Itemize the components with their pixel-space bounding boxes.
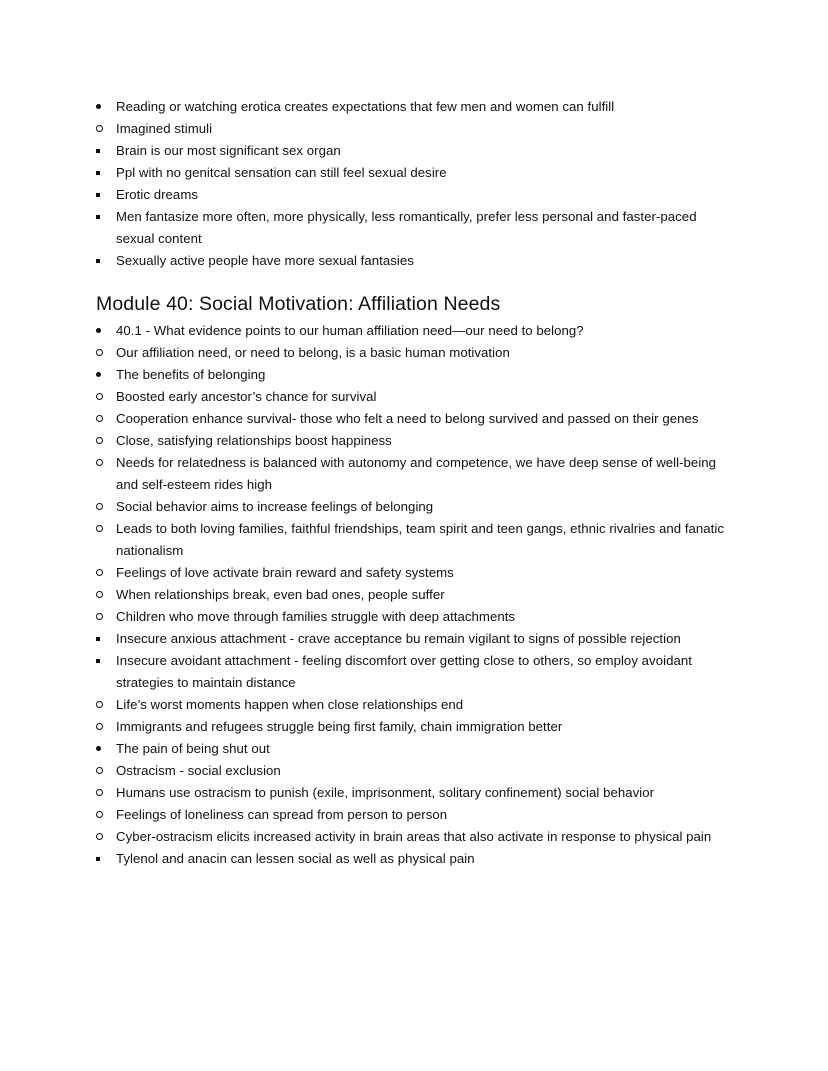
outline-item bbox=[96, 760, 736, 782]
outline-list-top bbox=[96, 96, 736, 272]
disc-bullet-icon bbox=[96, 96, 110, 118]
outline-item bbox=[96, 408, 736, 430]
outline-item-label: Insecure avoidant attachment - feeling discomfort over getting close to others, so employ avoidant strategies to maintain distance bbox=[116, 653, 692, 690]
outline-item-label: Cooperation enhance survival- those who felt a need to belong survived and passed on their genes bbox=[116, 411, 699, 426]
outline-item bbox=[96, 562, 736, 584]
outline-item bbox=[96, 184, 736, 206]
outline-item bbox=[96, 804, 736, 826]
page-title: Module 40: Social Motivation: Affiliation Needs bbox=[96, 293, 501, 315]
square-bullet-icon bbox=[96, 184, 110, 206]
outline-item bbox=[96, 628, 736, 650]
outline-item-label: Reading or watching erotica creates expectations that few men and women can fulfill bbox=[116, 99, 615, 114]
outline-item bbox=[96, 716, 736, 738]
square-bullet-icon bbox=[96, 250, 110, 272]
outline-item-label: Feelings of loneliness can spread from person to person bbox=[116, 807, 448, 822]
circle-bullet-icon bbox=[96, 760, 110, 782]
outline-item-label: Men fantasize more often, more physically, less romantically, prefer less personal and faster-paced sexual content bbox=[116, 209, 697, 246]
outline-item-label: When relationships break, even bad ones, people suffer bbox=[116, 587, 445, 602]
disc-bullet-icon bbox=[96, 364, 110, 386]
square-bullet-icon bbox=[96, 650, 110, 672]
document-body bbox=[96, 96, 736, 870]
circle-bullet-icon bbox=[96, 118, 110, 140]
outline-item-label: Ostracism - social exclusion bbox=[116, 763, 281, 778]
circle-bullet-icon bbox=[96, 408, 110, 430]
outline-item bbox=[96, 518, 736, 562]
outline-item bbox=[96, 650, 736, 694]
circle-bullet-icon bbox=[96, 342, 110, 364]
square-bullet-icon bbox=[96, 162, 110, 184]
circle-bullet-icon bbox=[96, 430, 110, 452]
disc-bullet-icon bbox=[96, 320, 110, 342]
circle-bullet-icon bbox=[96, 694, 110, 716]
outline-item-label: Social behavior aims to increase feelings of belonging bbox=[116, 499, 434, 514]
square-bullet-icon bbox=[96, 848, 110, 870]
outline-item-label: Imagined stimuli bbox=[116, 121, 213, 136]
outline-item bbox=[96, 848, 736, 870]
outline-item bbox=[96, 96, 736, 118]
outline-item bbox=[96, 826, 736, 848]
outline-item-label: Leads to both loving families, faithful friendships, team spirit and teen gangs, ethnic rivalries and fanatic nationalism bbox=[116, 521, 725, 558]
outline-item bbox=[96, 430, 736, 452]
circle-bullet-icon bbox=[96, 782, 110, 804]
outline-item bbox=[96, 206, 736, 250]
circle-bullet-icon bbox=[96, 804, 110, 826]
outline-item-label: Brain is our most significant sex organ bbox=[116, 143, 341, 158]
circle-bullet-icon bbox=[96, 606, 110, 628]
circle-bullet-icon bbox=[96, 562, 110, 584]
circle-bullet-icon bbox=[96, 826, 110, 848]
outline-item bbox=[96, 606, 736, 628]
outline-item bbox=[96, 496, 736, 518]
square-bullet-icon bbox=[96, 206, 110, 228]
outline-item-label: Erotic dreams bbox=[116, 187, 198, 202]
outline-item-label: The pain of being shut out bbox=[116, 741, 270, 756]
outline-item-label: Boosted early ancestor’s chance for survival bbox=[116, 389, 377, 404]
square-bullet-icon bbox=[96, 140, 110, 162]
outline-item bbox=[96, 386, 736, 408]
circle-bullet-icon bbox=[96, 386, 110, 408]
outline-item-label: Insecure anxious attachment - crave acceptance bu remain vigilant to signs of possible rejection bbox=[116, 631, 681, 646]
circle-bullet-icon bbox=[96, 452, 110, 474]
outline-item-label: Close, satisfying relationships boost happiness bbox=[116, 433, 392, 448]
outline-item-label: Ppl with no genitcal sensation can still feel sexual desire bbox=[116, 165, 447, 180]
outline-item-label: Cyber-ostracism elicits increased activity in brain areas that also activate in response to physical pain bbox=[116, 829, 712, 844]
outline-item bbox=[96, 118, 736, 140]
outline-item-label: The benefits of belonging bbox=[116, 367, 266, 382]
outline-item bbox=[96, 364, 736, 386]
disc-bullet-icon bbox=[96, 738, 110, 760]
outline-item bbox=[96, 342, 736, 364]
outline-item-label: Our affiliation need, or need to belong, is a basic human motivation bbox=[116, 345, 510, 360]
circle-bullet-icon bbox=[96, 716, 110, 738]
outline-item-label: Children who move through families struggle with deep attachments bbox=[116, 609, 516, 624]
circle-bullet-icon bbox=[96, 518, 110, 540]
circle-bullet-icon bbox=[96, 584, 110, 606]
square-bullet-icon bbox=[96, 628, 110, 650]
outline-item bbox=[96, 162, 736, 184]
outline-item bbox=[96, 250, 736, 272]
outline-item bbox=[96, 320, 736, 342]
outline-item-label: Needs for relatedness is balanced with autonomy and competence, we have deep sense of well-being and self-esteem rides high bbox=[116, 455, 717, 492]
outline-item-label: Sexually active people have more sexual fantasies bbox=[116, 253, 414, 268]
outline-item bbox=[96, 140, 736, 162]
circle-bullet-icon bbox=[96, 496, 110, 518]
outline-item bbox=[96, 782, 736, 804]
outline-list-module bbox=[96, 320, 736, 870]
outline-item-label: Humans use ostracism to punish (exile, imprisonment, solitary confinement) social behavior bbox=[116, 785, 655, 800]
outline-item-label: Tylenol and anacin can lessen social as well as physical pain bbox=[116, 851, 475, 866]
outline-item bbox=[96, 584, 736, 606]
outline-item-label: Feelings of love activate brain reward and safety systems bbox=[116, 565, 454, 580]
outline-item-label: Life’s worst moments happen when close relationships end bbox=[116, 697, 464, 712]
outline-item bbox=[96, 738, 736, 760]
outline-item-label: 40.1 - What evidence points to our human affiliation need—our need to belong? bbox=[116, 323, 584, 338]
outline-item bbox=[96, 452, 736, 496]
outline-item-label: Immigrants and refugees struggle being first family, chain immigration better bbox=[116, 719, 563, 734]
outline-item bbox=[96, 694, 736, 716]
